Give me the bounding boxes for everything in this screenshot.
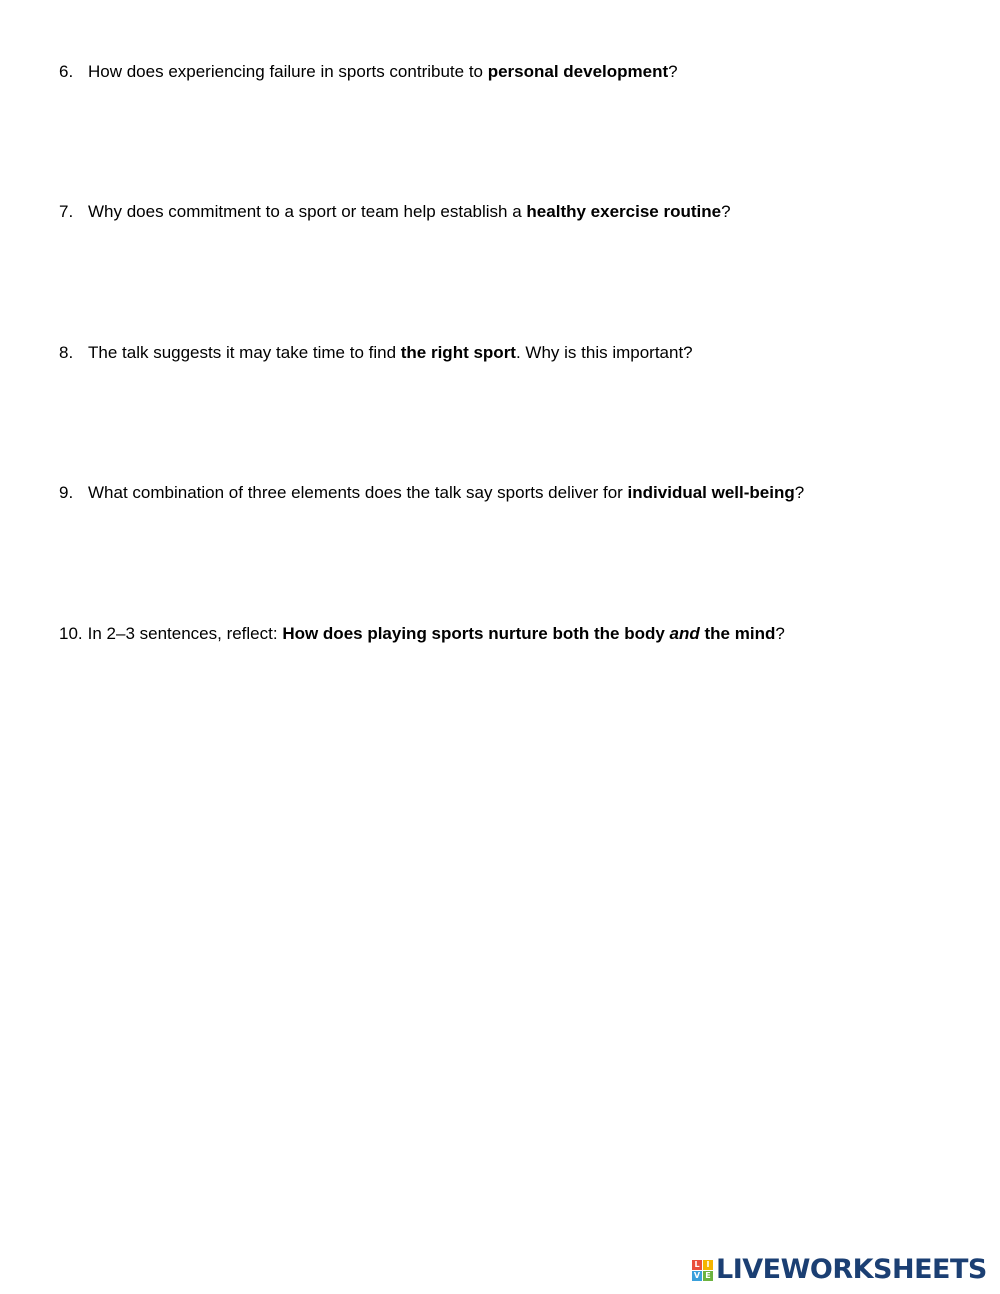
question-number: 6. bbox=[59, 62, 74, 81]
logo-square-i: I bbox=[703, 1260, 713, 1270]
logo-square-l: L bbox=[692, 1260, 702, 1270]
logo-squares-icon bbox=[692, 1260, 713, 1281]
question-text: How does experiencing failure in sports contribute to bbox=[88, 62, 488, 81]
question-6 bbox=[59, 61, 678, 83]
question-number: 8. bbox=[59, 343, 74, 362]
question-text: The talk suggests it may take time to find bbox=[88, 343, 401, 362]
question-text: What combination of three elements does the talk say sports deliver for bbox=[88, 483, 628, 502]
question-text: In 2–3 sentences, reflect: bbox=[87, 624, 283, 643]
question-number: 10. bbox=[59, 624, 83, 643]
logo-square-e: E bbox=[703, 1271, 713, 1281]
question-9 bbox=[59, 482, 804, 504]
question-10 bbox=[59, 623, 785, 645]
question-text-end: ? bbox=[794, 483, 805, 502]
question-keyword: healthy exercise routine bbox=[526, 202, 722, 221]
question-text-end: ? bbox=[721, 202, 731, 221]
question-text-end: . Why is this important? bbox=[515, 343, 693, 362]
question-keyword: personal development bbox=[487, 62, 669, 81]
question-text-end: ? bbox=[668, 62, 678, 81]
question-8 bbox=[59, 342, 693, 364]
question-number: 7. bbox=[59, 202, 74, 221]
question-keyword-italic: and bbox=[669, 624, 700, 643]
question-keyword: How does playing sports nurture both the body bbox=[282, 624, 670, 643]
logo-text: LIVEWORKSHEETS bbox=[716, 1254, 987, 1285]
question-text: Why does commitment to a sport or team help establish a bbox=[88, 202, 527, 221]
question-keyword: individual well-being bbox=[627, 483, 795, 502]
logo-square-v: V bbox=[693, 1270, 701, 1280]
question-keyword-end: the mind bbox=[699, 624, 776, 643]
question-text-end: ? bbox=[775, 624, 785, 643]
question-keyword: the right sport bbox=[400, 343, 516, 362]
liveworksheets-logo bbox=[692, 1254, 987, 1286]
question-number: 9. bbox=[59, 483, 74, 502]
question-7 bbox=[59, 201, 731, 223]
